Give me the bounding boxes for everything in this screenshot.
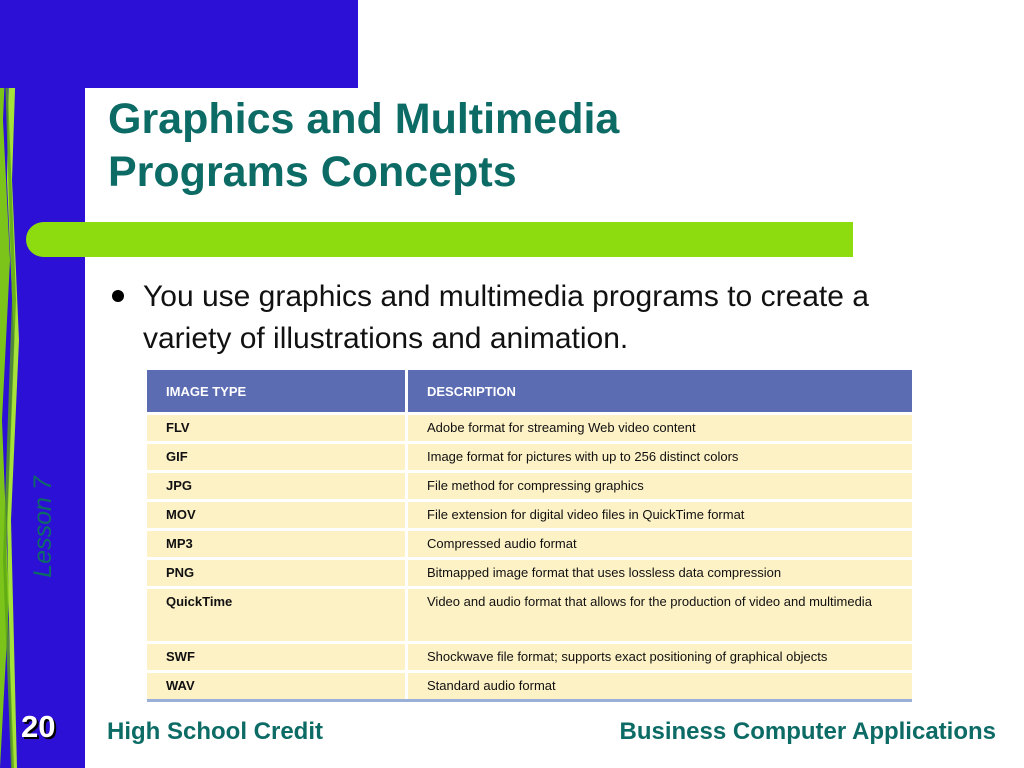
cell-description: File method for compressing graphics bbox=[408, 473, 912, 499]
table-row bbox=[147, 502, 912, 528]
table-row bbox=[147, 589, 912, 641]
cell-description: File extension for digital video files in QuickTime format bbox=[408, 502, 912, 528]
cell-image-type: WAV bbox=[147, 673, 405, 699]
table-header-row bbox=[147, 370, 912, 412]
table-row bbox=[147, 644, 912, 670]
slide-title bbox=[108, 93, 619, 199]
column-header-description: DESCRIPTION bbox=[408, 370, 912, 412]
cell-description: Standard audio format bbox=[408, 673, 912, 699]
bullet-text: You use graphics and multimedia programs to create a variety of illustrations and animation. bbox=[143, 280, 869, 355]
slide-number: 20 bbox=[21, 709, 56, 744]
cell-image-type: FLV bbox=[147, 415, 405, 441]
table-row bbox=[147, 673, 912, 699]
title-underline-bar bbox=[26, 222, 853, 257]
table-row bbox=[147, 531, 912, 557]
cell-description: Video and audio format that allows for the production of video and multimedia bbox=[408, 589, 912, 641]
cell-image-type: QuickTime bbox=[147, 589, 405, 641]
table-row bbox=[147, 415, 912, 441]
cell-image-type: GIF bbox=[147, 444, 405, 470]
table-row bbox=[147, 444, 912, 470]
cell-description: Image format for pictures with up to 256 distinct colors bbox=[408, 444, 912, 470]
table-row bbox=[147, 560, 912, 586]
bullet-dot-icon bbox=[112, 290, 124, 302]
cell-image-type: JPG bbox=[147, 473, 405, 499]
cell-description: Adobe format for streaming Web video content bbox=[408, 415, 912, 441]
left-decorative-band bbox=[0, 0, 85, 768]
lesson-side-label: Lesson 7 bbox=[29, 476, 57, 578]
cell-description: Compressed audio format bbox=[408, 531, 912, 557]
column-header-image-type: IMAGE TYPE bbox=[147, 370, 405, 412]
slide-title-line-1: Graphics and Multimedia bbox=[108, 95, 620, 143]
footer-course-label: High School Credit bbox=[107, 718, 323, 745]
cell-image-type: PNG bbox=[147, 560, 405, 586]
cell-description: Bitmapped image format that uses lossless data compression bbox=[408, 560, 912, 586]
top-decorative-band bbox=[0, 0, 358, 88]
cell-image-type: MP3 bbox=[147, 531, 405, 557]
footer-subject-label: Business Computer Applications bbox=[619, 718, 996, 745]
cell-image-type: MOV bbox=[147, 502, 405, 528]
cell-description: Shockwave file format; supports exact positioning of graphical objects bbox=[408, 644, 912, 670]
image-type-table bbox=[147, 370, 912, 702]
table-row bbox=[147, 473, 912, 499]
image-type-table-grid bbox=[144, 367, 915, 702]
slide-title-line-2: Programs Concepts bbox=[108, 148, 517, 196]
grass-decoration bbox=[0, 0, 22, 768]
cell-image-type: SWF bbox=[147, 644, 405, 670]
